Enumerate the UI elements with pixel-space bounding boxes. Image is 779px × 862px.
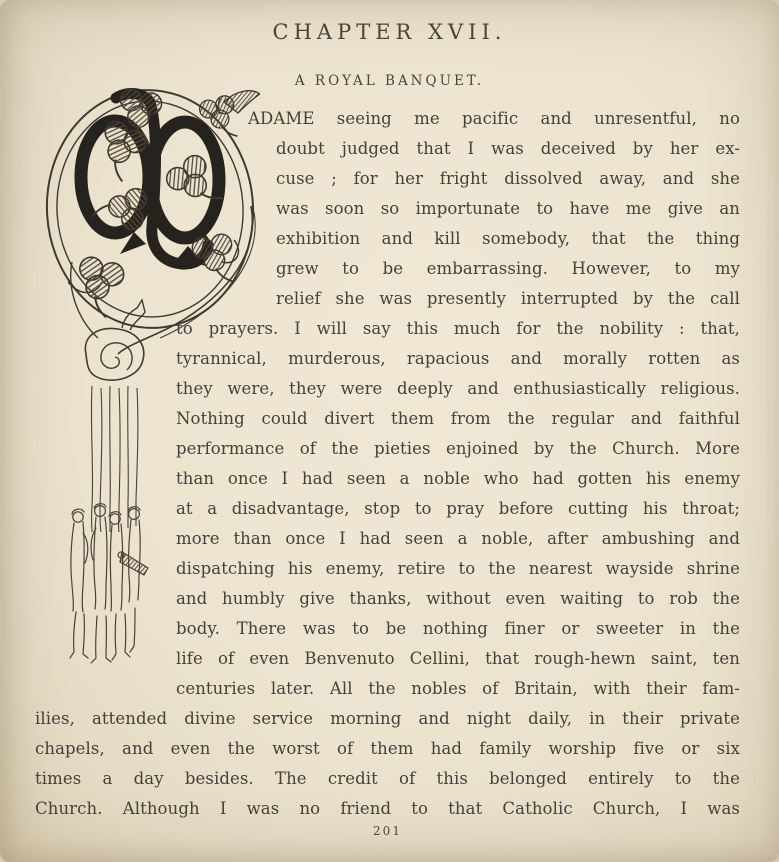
text-line: ADAME seeing me pacific and unresentful, no bbox=[248, 109, 740, 128]
text-line: to prayers. I will say this much for the nobility : that, bbox=[176, 319, 740, 338]
text-line: chapels, and even the worst of them had family worship five or six bbox=[35, 739, 740, 758]
text-line: than once I had seen a noble who had gotten his enemy bbox=[176, 469, 740, 488]
text-line: times a day besides. The credit of this belonged entirely to the bbox=[35, 769, 740, 788]
page-number: 201 bbox=[373, 824, 402, 838]
text-line: life of even Benvenuto Cellini, that rough-hewn saint, ten bbox=[176, 649, 740, 668]
paragraph-beside-vine bbox=[176, 314, 740, 704]
text-line: and humbly give thanks, without even waiting to rob the bbox=[176, 589, 740, 608]
text-line: cuse ; for her fright dissolved away, and she bbox=[276, 169, 740, 188]
text-line: exhibition and kill somebody, that the thing bbox=[276, 229, 740, 248]
chapter-title: CHAPTER XVII. bbox=[272, 20, 507, 44]
paragraph-beside-capital bbox=[248, 104, 740, 314]
text-line: grew to be embarrassing. However, to my bbox=[276, 259, 740, 278]
hanged-figures bbox=[70, 504, 148, 663]
text-line: doubt judged that I was deceived by her ex- bbox=[276, 139, 740, 158]
text-line: performance of the pieties enjoined by the Church. More bbox=[176, 439, 740, 458]
text-line: at a disadvantage, stop to pray before cutting his throat; bbox=[176, 499, 740, 518]
text-line: Church. Although I was no friend to that Catholic Church, I was bbox=[35, 799, 740, 818]
section-title: A ROYAL BANQUET. bbox=[294, 73, 485, 89]
text-line: Nothing could divert them from the regular and faithful bbox=[176, 409, 740, 428]
text-line: more than once I had seen a noble, after ambushing and bbox=[176, 529, 740, 548]
text-line: was soon so importunate to have me give an bbox=[276, 199, 740, 218]
text-line: ilies, attended divine service morning and night daily, in their private bbox=[35, 709, 740, 728]
text-line: tyrannical, murderous, rapacious and morally rotten as bbox=[176, 349, 740, 368]
text-line: centuries later. All the nobles of Britain, with their fam- bbox=[176, 679, 740, 698]
text-line: relief she was presently interrupted by the call bbox=[276, 289, 740, 308]
text-line: they were, they were deeply and enthusiastically religious. bbox=[176, 379, 740, 398]
text-line: body. There was to be nothing finer or sweeter in the bbox=[176, 619, 740, 638]
paragraph-full-width bbox=[35, 704, 740, 824]
text-line: dispatching his enemy, retire to the nearest wayside shrine bbox=[176, 559, 740, 578]
